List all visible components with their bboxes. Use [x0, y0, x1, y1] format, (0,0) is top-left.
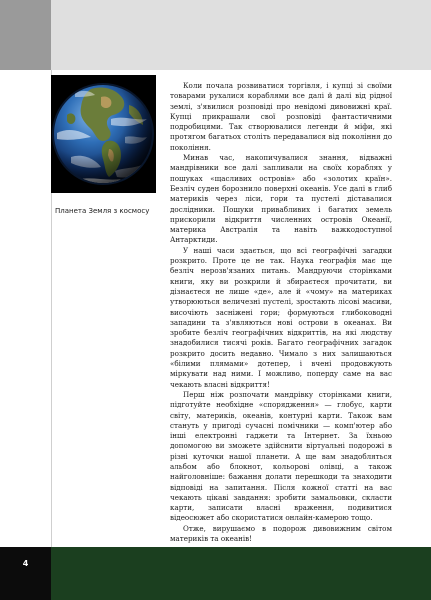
- paragraph: Перш ніж розпочати мандрівку сторінками книги, підготуйте необхідне «спорядження» — глобус, карти світу, материків, океанів, контурні карти. Також вам стануть у пригоді сучасні помічники — комп'ютер або інші електронні гаджети та Інтернет. За їхньою допомогою ви зможете здійснити віртуальні подорожі в різні куточки нашої планети. А ще вам знадобляться альбом або блокнот, кольорові олівці, а також найголовніше: бажання долати перешкоди та знаходити відповіді на запитання. Після кожної статті на вас чекають цікаві завдання: зробити замальовки, скласти карти, записати власні враження, подивитися відеосюжет або скористатися онлайн-камерою тощо.: [170, 389, 392, 523]
- paragraph: У наші часи здається, що всі географічні загадки розкрито. Проте це не так. Наука географія має ще безліч нерозв'язаних питань. Мандруючи сторінками книги, яку ви розкрили й збираєтеся прочитати, ви дізнаєтеся не лише «де», але й «чому» на материках утворюються величезні пустелі, зростають лісові масиви, височіють засніжені гори; формуються глибоководні западини та з'являються нові острови в океанах. Ви зробите безліч географічних відкриттів, на які людству знадобилися тисячі років. Багато географічних загадок розкрито досить недавно. Чимало з них залишаються «білими плямами» дотепер, і вчені продовжують міркувати над ними. І можливо, поперду саме на вас чекають власні відкриття!: [170, 245, 392, 389]
- photo-caption: Планета Земля з космосу: [55, 207, 150, 215]
- page-number: 4: [22, 559, 29, 568]
- footer-number-block: [0, 547, 51, 600]
- main-text: [170, 81, 392, 544]
- earth-from-space-photo: [51, 75, 156, 193]
- paragraph: Минав час, накопичувалися знання, відважні мандрівники все далі запливали на своїх кораблях у пошуках «щасливих островів» або «золотих країн». Безліч суден борознило поверхні океанів. Усе далі в глиб материків через ліси, гори та пустелі діставалися дослідники. Пошуки привабливих і багатих земель прискорили відкриття численних островів Океанії, материка Австралія та навіть важкодоступної Антарктиди.: [170, 153, 392, 245]
- header-band-left: [0, 0, 51, 70]
- header-band: [51, 0, 431, 70]
- footer-band: [51, 547, 431, 600]
- page-footer: [0, 547, 431, 600]
- paragraph: Коли почала розвиватися торгівля, і купці зі своїми товарами рухалися кораблями все далі й далі від рідної землі, з'явилися розповіді про невідомі дивовижні краї. Купці прикрашали свої розповіді фантастичними подробицями. Так створювалися легенди й міфи, які протягом багатьох століть передавалися від покоління до покоління.: [170, 81, 392, 152]
- paragraph: Отже, вирушаємо в подорож дивовижним світом материків та океанів!: [170, 523, 392, 544]
- earth-image: [51, 75, 156, 193]
